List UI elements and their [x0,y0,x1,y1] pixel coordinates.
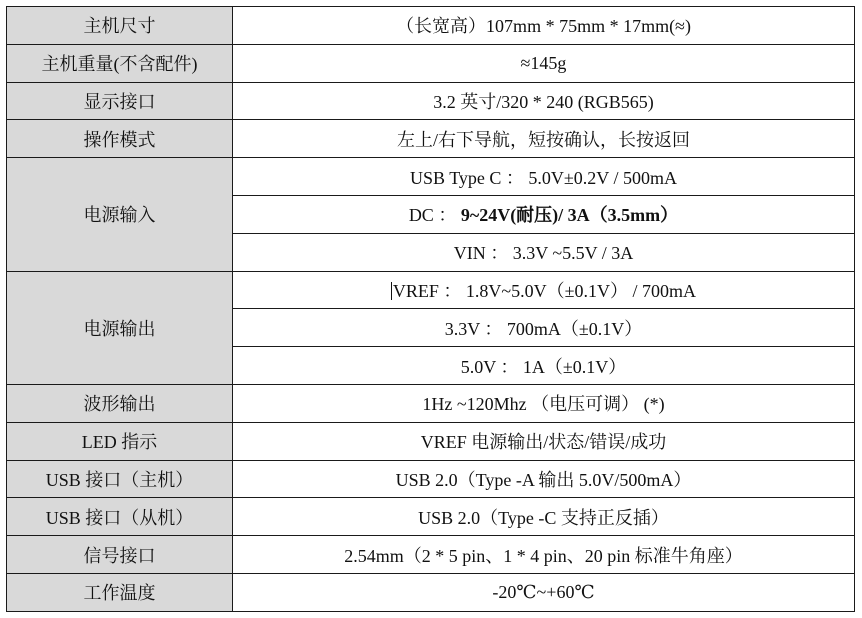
spec-value-prefix: DC ： [408,205,461,226]
spec-value: USB 2.0（Type -C 支持正反插） [233,498,855,536]
table-row [7,271,855,309]
spec-value: USB Type C ： 5.0V±0.2V / 500mA [233,158,855,196]
spec-value: 5.0V ： 1A（±0.1V） [233,347,855,385]
spec-value: 3.3V ： 700mA（±0.1V） [233,309,855,347]
spec-label: 波形输出 [7,384,233,422]
spec-value: 左上/右下导航，短按确认，长按返回 [233,120,855,158]
table-row [7,158,855,196]
spec-value: （长宽高）107mm * 75mm * 17mm(≈) [233,7,855,45]
spec-value-bold: 9~24V(耐压)/ 3A（3.5mm） [460,205,679,226]
table-row [7,536,855,574]
spec-value: 1Hz ~120Mhz （电压可调） (*) [233,384,855,422]
spec-label: 信号接口 [7,536,233,574]
spec-value: -20℃~+60℃ [233,573,855,611]
spec-value: VREF 电源输出/状态/错误/成功 [233,422,855,460]
spec-label: LED 指示 [7,422,233,460]
spec-value: ≈145g [233,44,855,82]
spec-value: VIN ： 3.3V ~5.5V / 3A [233,233,855,271]
spec-table [6,6,855,612]
spec-value [233,271,855,309]
spec-label: USB 接口（主机） [7,460,233,498]
spec-label: 主机重量(不含配件) [7,44,233,82]
spec-value-text: VREF ： 1.8V~5.0V（±0.1V） / 700mA [392,280,697,301]
spec-label: 显示接口 [7,82,233,120]
spec-label: USB 接口（从机） [7,498,233,536]
table-row [7,44,855,82]
table-row [7,460,855,498]
spec-label: 电源输出 [7,271,233,384]
spec-value: 3.2 英寸/320 * 240 (RGB565) [233,82,855,120]
spec-value: USB 2.0（Type -A 输出 5.0V/500mA） [233,460,855,498]
spec-value: 2.54mm（2 * 5 pin、1 * 4 pin、20 pin 标准牛角座） [233,536,855,574]
table-row [7,498,855,536]
spec-label: 操作模式 [7,120,233,158]
spec-value [233,195,855,233]
spec-label: 电源输入 [7,158,233,271]
spec-label: 主机尺寸 [7,7,233,45]
table-row [7,573,855,611]
table-row [7,120,855,158]
table-row [7,384,855,422]
spec-label: 工作温度 [7,573,233,611]
text-caret [391,282,392,300]
table-row [7,422,855,460]
table-row [7,82,855,120]
table-row [7,7,855,45]
